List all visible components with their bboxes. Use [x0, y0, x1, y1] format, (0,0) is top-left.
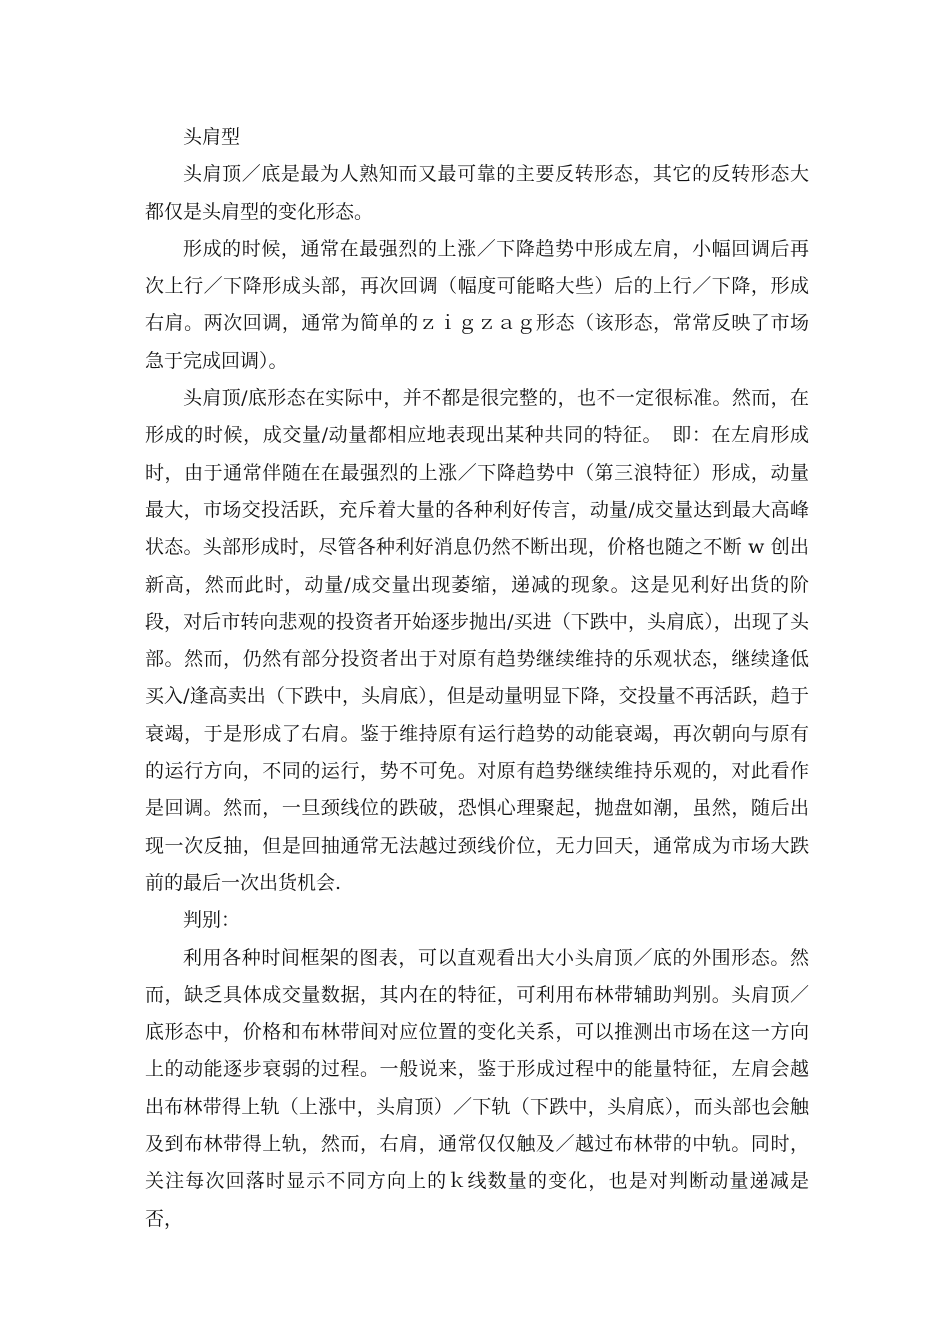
section-heading: 头肩型 — [183, 126, 241, 148]
paragraph-formation: 形成的时候，通常在最强烈的上涨／下降趋势中形成左肩，小幅回调后再次上行／下降形成头部，再次回调（幅度可能略大些）后的上行／下降，形成右肩。两次回调，通常为简单的ｚｉｇｚａｇ形态（该形态，常常反映了市场急于完成回调）。 — [145, 237, 809, 372]
document-body — [145, 119, 809, 1238]
paragraph-definition: 头肩顶／底是最为人熟知而又最可靠的主要反转形态，其它的反转形态大都仅是头肩型的变化形态。 — [145, 163, 809, 223]
paragraph-bollinger-identification: 利用各种时间框架的图表，可以直观看出大小头肩顶／底的外围形态。然而，缺乏具体成交量数据，其内在的特征，可利用布林带辅助判别。头肩顶／底形态中，价格和布林带间对应位置的变化关系，可以推测出市场在这一方向上的动能逐步衰弱的过程。一般说来，鉴于形成过程中的能量特征，左肩会越出布林带得上轨（上涨中，头肩顶）／下轨（下跌中，头肩底），而头部也会触及到布林带得上轨，然而，右肩，通常仅仅触及／越过布林带的中轨。同时，关注每次回落时显示不同方向上的ｋ线数量的变化，也是对判断动量递减是否， — [145, 946, 809, 1230]
subheading-identification: 判别： — [183, 909, 241, 932]
paragraph-volume-characteristics: 头肩顶/底形态在实际中，并不都是很完整的，也不一定很标准。然而，在形成的时候，成交量/动量都相应地表现出某种共同的特征。 即：在左肩形成时，由于通常伴随在在最强烈的上涨／下降趋势中（第三浪特征）形成，动量最大，市场交投活跃，充斥着大量的各种利好传言，动量/成交量达到最大高峰状态。头部形成时，尽管各种利好消息仍然不断出现，价格也随之不断 w 创出新高，然而此时，动量/成交量出现萎缩，递减的现象。这是见利好出货的阶段，对后市转向悲观的投资者开始逐步抛出/买进（下跌中，头肩底），出现了头部。然而，仍然有部分投资者出于对原有趋势继续维持的乐观状态，继续逢低买入/逢高卖出（下跌中，头肩底），但是动量明显下降，交投量不再活跃，趋于衰竭，于是形成了右肩。鉴于维持原有运行趋势的动能衰竭，再次朝向与原有的运行方向，不同的运行，势不可免。对原有趋势继续维持乐观的，对此看作是回调。然而，一旦颈线位的跌破，恐惧心理聚起，抛盘如潮，虽然，随后出现一次反抽，但是回抽通常无法越过颈线价位，无力回天，通常成为市场大跌前的最后一次出货机会. — [145, 387, 809, 894]
